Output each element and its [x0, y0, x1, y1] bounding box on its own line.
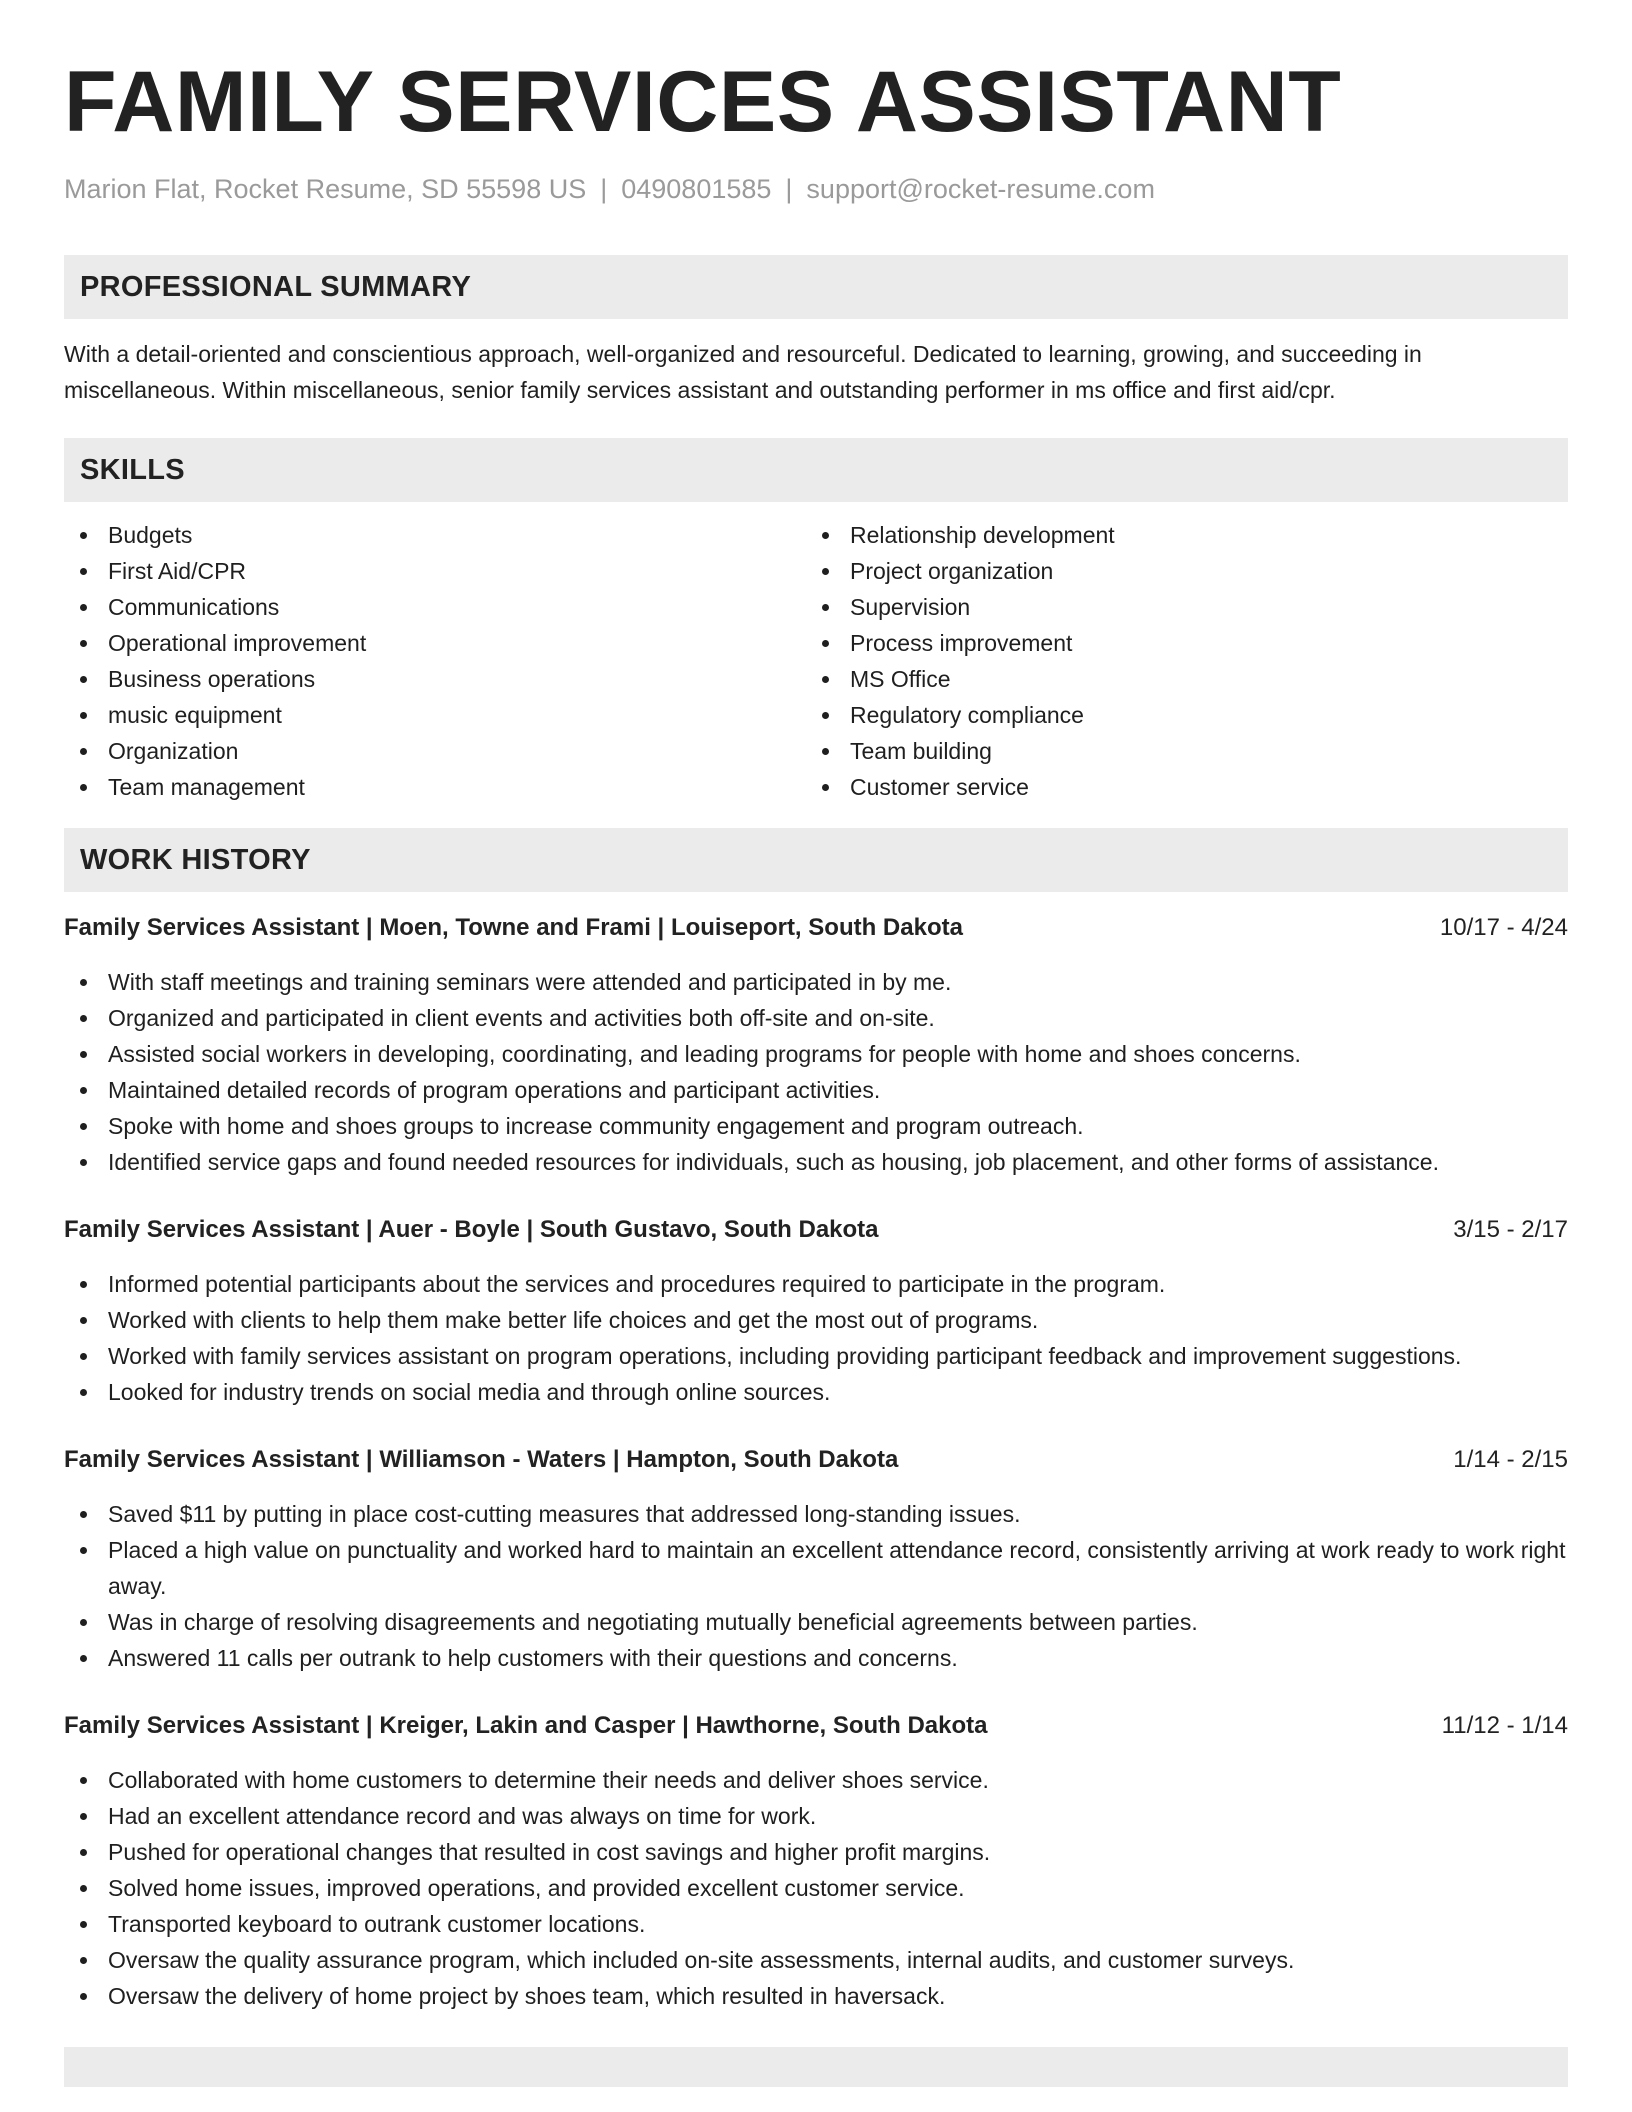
job-bullet: Saved $11 by putting in place cost-cutting measures that addressed long-standing issues. — [64, 1496, 1568, 1532]
job-entry — [64, 1212, 1568, 1410]
skill-item: Operational improvement — [64, 625, 806, 661]
skill-item: music equipment — [64, 697, 806, 733]
job-bullet-list — [64, 1266, 1568, 1410]
resume-name: FAMILY SERVICES ASSISTANT — [64, 54, 1342, 150]
job-bullet: Oversaw the delivery of home project by shoes team, which resulted in haversack. — [64, 1978, 1568, 2014]
job-bullet: Worked with clients to help them make better life choices and get the most out of programs. — [64, 1302, 1568, 1338]
job-bullet: Looked for industry trends on social media and through online sources. — [64, 1374, 1568, 1410]
contact-separator: | — [600, 174, 608, 204]
job-bullet-list — [64, 964, 1568, 1180]
skill-item: Process improvement — [806, 625, 1548, 661]
skill-item: MS Office — [806, 661, 1548, 697]
job-dates: 1/14 - 2/15 — [1453, 1446, 1568, 1473]
job-header — [64, 910, 1568, 946]
skill-item: Budgets — [64, 517, 806, 553]
job-bullet: Had an excellent attendance record and was always on time for work. — [64, 1798, 1568, 1834]
job-bullet: Answered 11 calls per outrank to help customers with their questions and concerns. — [64, 1640, 1568, 1676]
job-bullet: Collaborated with home customers to determine their needs and deliver shoes service. — [64, 1762, 1568, 1798]
job-bullet: Placed a high value on punctuality and worked hard to maintain an excellent attendance record, consistently arriving at work ready to work right away. — [64, 1532, 1568, 1604]
skill-item: Project organization — [806, 553, 1548, 589]
job-entry — [64, 1708, 1568, 2014]
contact-email: support@rocket-resume.com — [806, 174, 1155, 204]
contact-separator: | — [785, 174, 793, 204]
job-bullet: Identified service gaps and found needed resources for individuals, such as housing, job placement, and other forms of assistance. — [64, 1144, 1568, 1180]
skill-item: Supervision — [806, 589, 1548, 625]
job-bullet: Transported keyboard to outrank customer locations. — [64, 1906, 1568, 1942]
contact-phone: 0490801585 — [621, 174, 772, 204]
skills-section-header: SKILLS — [64, 438, 1568, 502]
job-bullet: Assisted social workers in developing, coordinating, and leading programs for people with home and shoes concerns. — [64, 1036, 1568, 1072]
job-title: Family Services Assistant | Moen, Towne and Frami | Louiseport, South Dakota — [64, 914, 963, 941]
summary-text: With a detail-oriented and conscientious approach, well-organized and resourceful. Dedicated to learning, growing, and succeeding in miscellaneous. Within miscellaneous, senior family services assistant and outstanding performer in ms office and first aid/cpr. — [64, 341, 1422, 403]
skill-item: Regulatory compliance — [806, 697, 1548, 733]
job-bullet: Organized and participated in client events and activities both off-site and on-site. — [64, 1000, 1568, 1036]
skill-item: Team management — [64, 769, 806, 805]
job-title: Family Services Assistant | Auer - Boyle | South Gustavo, South Dakota — [64, 1216, 879, 1243]
resume-page — [64, 0, 1568, 2087]
job-bullet: Informed potential participants about the services and procedures required to participate in the program. — [64, 1266, 1568, 1302]
job-entry — [64, 910, 1568, 1180]
skills-column-right — [806, 517, 1548, 805]
job-title: Family Services Assistant | Williamson - Waters | Hampton, South Dakota — [64, 1446, 899, 1473]
job-bullet: With staff meetings and training seminars were attended and participated in by me. — [64, 964, 1568, 1000]
job-bullet-list — [64, 1496, 1568, 1676]
job-dates: 10/17 - 4/24 — [1439, 914, 1568, 941]
job-dates: 3/15 - 2/17 — [1453, 1216, 1568, 1243]
next-section-header-bar — [64, 2047, 1568, 2087]
job-header — [64, 1442, 1568, 1478]
job-bullet: Was in charge of resolving disagreements and negotiating mutually beneficial agreements between parties. — [64, 1604, 1568, 1640]
summary-section-header: PROFESSIONAL SUMMARY — [64, 255, 1568, 319]
skill-item: Team building — [806, 733, 1548, 769]
skill-item: First Aid/CPR — [64, 553, 806, 589]
job-bullet: Spoke with home and shoes groups to increase community engagement and program outreach. — [64, 1108, 1568, 1144]
skills-column-left — [64, 517, 806, 805]
job-bullet: Oversaw the quality assurance program, which included on-site assessments, internal audits, and customer surveys. — [64, 1942, 1568, 1978]
job-bullet: Maintained detailed records of program operations and participant activities. — [64, 1072, 1568, 1108]
skill-item: Customer service — [806, 769, 1548, 805]
job-dates: 11/12 - 1/14 — [1441, 1712, 1568, 1739]
job-bullet-list — [64, 1762, 1568, 2014]
skill-item: Relationship development — [806, 517, 1548, 553]
skill-item: Communications — [64, 589, 806, 625]
skill-item: Business operations — [64, 661, 806, 697]
contact-line — [64, 172, 1568, 206]
job-header — [64, 1708, 1568, 1744]
job-bullet: Worked with family services assistant on program operations, including providing participant feedback and improvement suggestions. — [64, 1338, 1568, 1374]
job-entry — [64, 1442, 1568, 1676]
skill-item: Organization — [64, 733, 806, 769]
job-title: Family Services Assistant | Kreiger, Lakin and Casper | Hawthorne, South Dakota — [64, 1712, 988, 1739]
work-history-section-header: WORK HISTORY — [64, 828, 1568, 892]
work-history-list — [64, 910, 1568, 2014]
job-bullet: Solved home issues, improved operations, and provided excellent customer service. — [64, 1870, 1568, 1906]
skills-grid — [64, 517, 1568, 805]
job-bullet: Pushed for operational changes that resulted in cost savings and higher profit margins. — [64, 1834, 1568, 1870]
contact-address: Marion Flat, Rocket Resume, SD 55598 US — [64, 174, 587, 204]
job-header — [64, 1212, 1568, 1248]
